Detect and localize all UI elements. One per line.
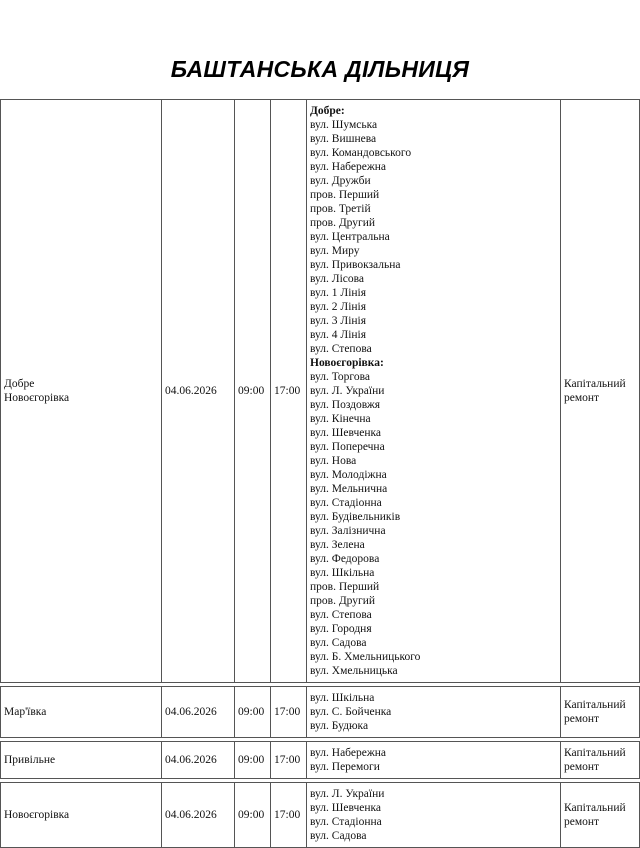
settlement-cell xyxy=(1,742,162,779)
date-cell: 04.06.2026 xyxy=(162,742,235,779)
street-name: вул. Шевченка xyxy=(310,427,382,439)
street-name: вул. Шевченка xyxy=(310,802,382,814)
street-name: вул. Хмельницька xyxy=(310,665,398,677)
table-row xyxy=(1,687,640,738)
time-from-cell: 09:00 xyxy=(235,742,271,779)
street-name: вул. Стадіонна xyxy=(310,816,382,828)
time-to-cell: 17:00 xyxy=(271,687,307,738)
work-type-cell: Капітальний ремонт xyxy=(561,742,640,779)
streets-cell xyxy=(307,742,561,779)
street-name: вул. Городня xyxy=(310,623,372,635)
street-name: вул. Набережна xyxy=(310,747,387,759)
time-to-cell: 17:00 xyxy=(271,742,307,779)
street-name: вул. Привокзальна xyxy=(310,259,401,271)
settlement-group-heading: Новоєгорівка: xyxy=(310,357,384,369)
time-to-cell: 17:00 xyxy=(271,783,307,848)
date-cell: 04.06.2026 xyxy=(162,783,235,848)
settlement-name: Новоєгорівка xyxy=(4,392,70,404)
street-name: вул. Нова xyxy=(310,455,357,467)
street-name: пров. Другий xyxy=(310,595,376,607)
street-name: вул. 1 Лінія xyxy=(310,287,367,299)
street-name: вул. С. Бойченка xyxy=(310,706,392,718)
streets-cell xyxy=(307,783,561,848)
street-name: вул. Шкільна xyxy=(310,567,375,579)
street-name: вул. Зелена xyxy=(310,539,365,551)
street-name: вул. Б. Хмельницького xyxy=(310,651,421,663)
time-from-cell: 09:00 xyxy=(235,783,271,848)
settlement-cell xyxy=(1,687,162,738)
time-to-cell: 17:00 xyxy=(271,100,307,683)
page-title: БАШТАНСЬКА ДІЛЬНИЦЯ xyxy=(170,56,470,82)
street-name: вул. Шкільна xyxy=(310,692,375,704)
street-name: пров. Другий xyxy=(310,217,376,229)
street-name: вул. Дружби xyxy=(310,175,371,187)
street-name: вул. Федорова xyxy=(310,553,380,565)
street-name: вул. Центральна xyxy=(310,231,390,243)
table-row xyxy=(1,742,640,779)
street-name: вул. Вишнева xyxy=(310,133,377,145)
settlement-name: Новоєгорівка xyxy=(4,809,70,821)
settlement-name: Добре xyxy=(4,378,35,390)
streets-cell xyxy=(307,100,561,683)
street-name: вул. 2 Лінія xyxy=(310,301,367,313)
settlement-cell xyxy=(1,100,162,683)
table-row xyxy=(1,100,640,683)
street-name: вул. Лісова xyxy=(310,273,365,285)
street-name: вул. Кінечна xyxy=(310,413,371,425)
date-cell: 04.06.2026 xyxy=(162,100,235,683)
street-name: вул. 4 Лінія xyxy=(310,329,367,341)
street-name: вул. Степова xyxy=(310,343,372,355)
street-name: вул. 3 Лінія xyxy=(310,315,367,327)
street-name: вул. Командовського xyxy=(310,147,412,159)
street-name: вул. Будівельників xyxy=(310,511,401,523)
street-name: вул. Поздовжя xyxy=(310,399,381,411)
table-row xyxy=(1,783,640,848)
outage-schedule-table xyxy=(0,99,640,848)
street-name: вул. Миру xyxy=(310,245,360,257)
date-cell: 04.06.2026 xyxy=(162,687,235,738)
street-name: вул. Поперечна xyxy=(310,441,385,453)
street-name: вул. Будюка xyxy=(310,720,369,732)
street-name: вул. Л. України xyxy=(310,788,385,800)
streets-cell xyxy=(307,687,561,738)
time-from-cell: 09:00 xyxy=(235,100,271,683)
settlement-group-heading: Добре: xyxy=(310,105,345,117)
work-type-cell: Капітальний ремонт xyxy=(561,687,640,738)
street-name: вул. Набережна xyxy=(310,161,387,173)
street-name: вул. Степова xyxy=(310,609,372,621)
settlement-name: Мар'ївка xyxy=(4,706,47,718)
street-name: вул. Перемоги xyxy=(310,761,380,773)
street-name: вул. Молодіжна xyxy=(310,469,387,481)
street-name: вул. Торгова xyxy=(310,371,370,383)
street-name: пров. Третій xyxy=(310,203,371,215)
street-name: вул. Стадіонна xyxy=(310,497,382,509)
street-name: вул. Л. України xyxy=(310,385,385,397)
street-name: вул. Шумська xyxy=(310,119,378,131)
settlement-name: Привільне xyxy=(4,754,56,766)
time-from-cell: 09:00 xyxy=(235,687,271,738)
work-type-cell: Капітальний ремонт xyxy=(561,100,640,683)
street-name: пров. Перший xyxy=(310,581,380,593)
street-name: вул. Садова xyxy=(310,830,367,842)
street-name: пров. Перший xyxy=(310,189,380,201)
work-type-cell: Капітальний ремонт xyxy=(561,783,640,848)
settlement-cell xyxy=(1,783,162,848)
street-name: вул. Садова xyxy=(310,637,367,649)
street-name: вул. Залізнична xyxy=(310,525,386,537)
street-name: вул. Мельнична xyxy=(310,483,388,495)
